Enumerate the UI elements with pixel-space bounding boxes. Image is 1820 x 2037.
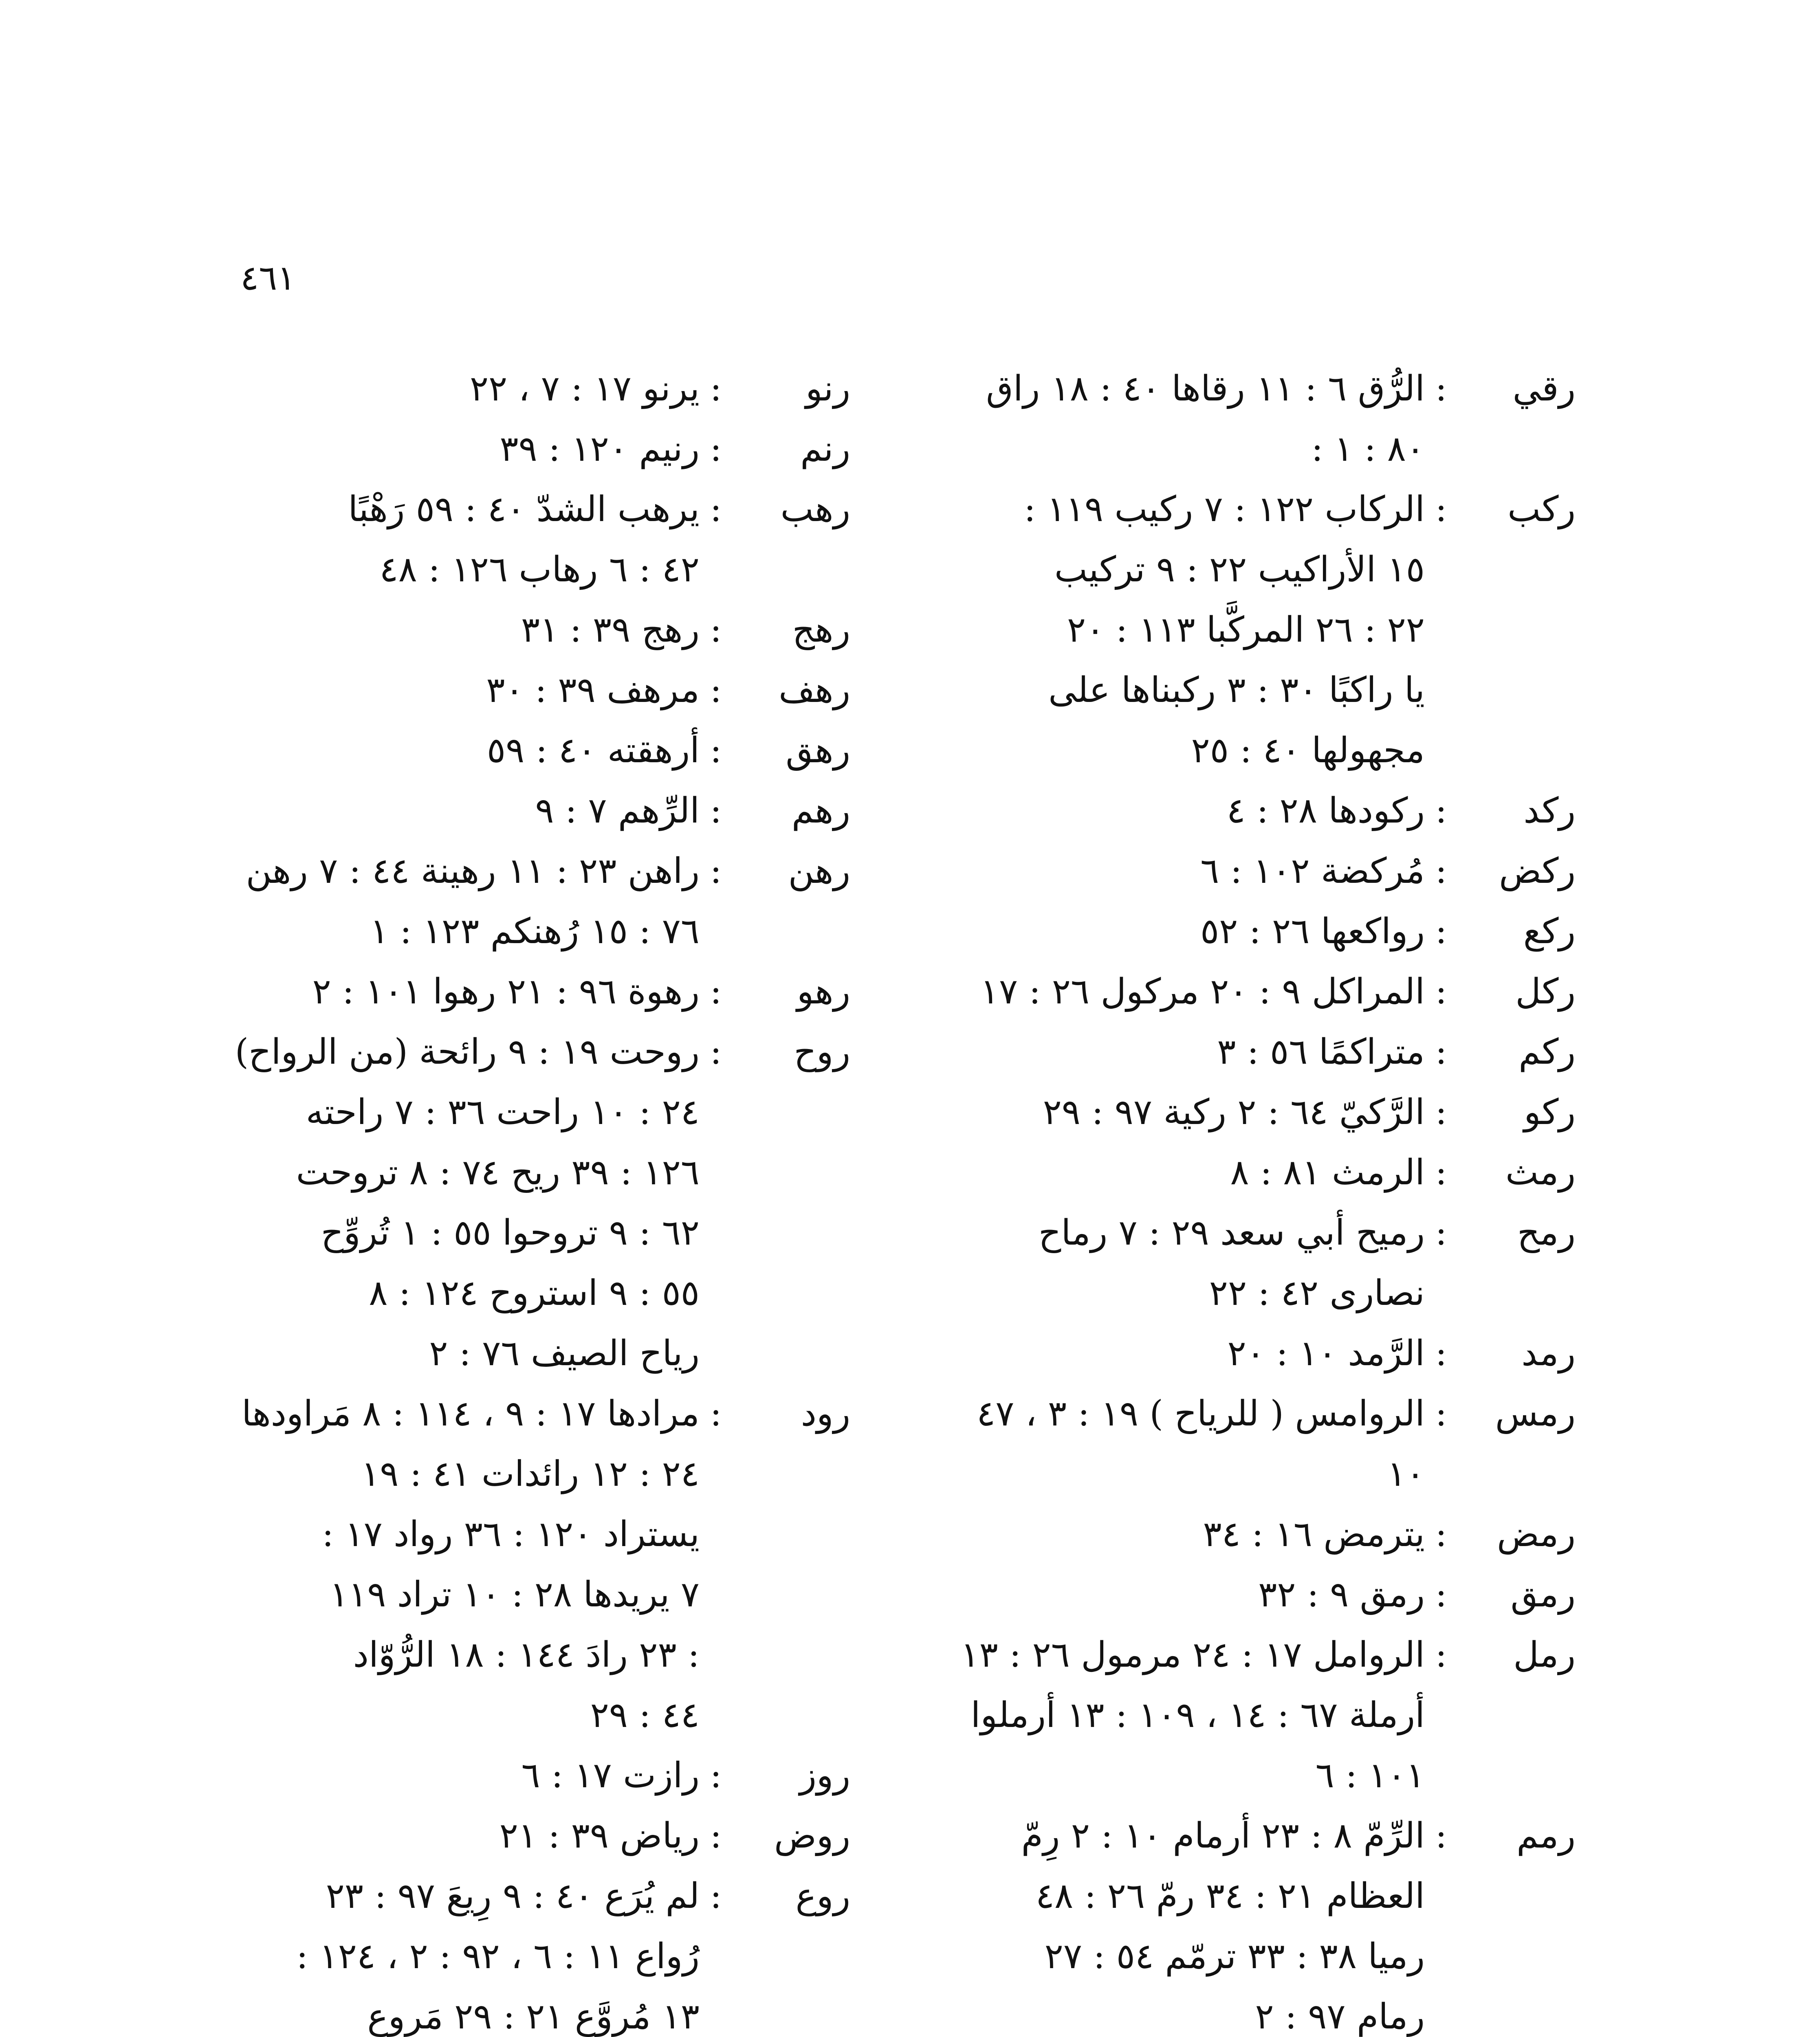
entry-references	[883, 1625, 1425, 1806]
entry-root: روع	[795, 1876, 850, 1916]
reference-line: رهوة ٩٦ : ٢١ رهوا ١٠١ : ٢	[312, 971, 700, 1012]
reference-line: رواكعها ٢٦ : ٥٢	[1200, 911, 1425, 952]
entry-separator: :	[1435, 1092, 1447, 1133]
entry-references	[158, 660, 700, 720]
index-column-left	[158, 359, 850, 2037]
reference-line: الرَّكيّ ٦٤ : ٢ ركية ٩٧ : ٢٩	[1043, 1092, 1425, 1133]
entry-separator: :	[710, 1876, 722, 1916]
reference-line: : ٢٣ رادَ ١٤٤ : ١٨ الرُّوّاد	[353, 1634, 700, 1675]
entry-separator: :	[1435, 1815, 1447, 1856]
reference-line: المراكل ٩ : ٢٠ مركول ٢٦ : ١٧	[980, 971, 1425, 1012]
reference-line: راهن ٢٣ : ١١ رهينة ٤٤ : ٧ رهن	[246, 851, 700, 891]
index-entry	[158, 1022, 850, 1384]
reference-line: يرنو ١٧ : ٧ ، ٢٢	[469, 368, 700, 409]
entry-root: رهو	[797, 971, 850, 1012]
entry-separator: :	[710, 670, 722, 711]
reference-line: الرُّق ٦ : ١١ رقاها ٤٠ : ١٨ راق	[986, 368, 1425, 409]
index-entry	[158, 660, 850, 720]
entry-separator: :	[1435, 489, 1447, 530]
index-entry	[158, 479, 850, 600]
entry-references	[158, 479, 700, 600]
entry-separator: :	[710, 1755, 722, 1796]
index-entry	[883, 1082, 1576, 1142]
entry-separator: :	[1435, 1333, 1447, 1374]
entry-root: رهج	[792, 609, 850, 650]
index-entry	[883, 1323, 1576, 1384]
entry-references	[883, 1504, 1425, 1564]
reference-line: ١٢٦ : ٣٩ ريح ٧٤ : ٨ تروحت	[296, 1152, 700, 1193]
entry-root: ركض	[1499, 851, 1576, 891]
index-entry	[883, 961, 1576, 1022]
reference-line: ٢٢ : ٢٦ المركَّبا ١١٣ : ٢٠	[1067, 609, 1425, 650]
reference-line: الروامس ( للرياح ) ١٩ : ٣ ، ٤٧	[977, 1393, 1425, 1434]
entry-references	[158, 1022, 700, 1384]
entry-root: رهم	[791, 790, 850, 831]
entry-separator: :	[1435, 1634, 1447, 1675]
entry-separator: :	[1435, 971, 1447, 1012]
index-column-right	[883, 359, 1576, 2037]
entry-separator: :	[1435, 1212, 1447, 1253]
index-entry	[158, 600, 850, 660]
index-entry	[883, 1504, 1576, 1564]
entry-separator: :	[710, 1815, 722, 1856]
reference-line: أرملة ٦٧ : ١٤ ، ١٠٩ : ١٣ أرملوا	[971, 1695, 1425, 1736]
index-entry	[158, 1866, 850, 2037]
entry-root: رمح	[1517, 1212, 1576, 1253]
entry-references	[158, 600, 700, 660]
reference-line: رازت ١٧ : ٦	[521, 1755, 700, 1796]
index-entry	[158, 1384, 850, 1745]
entry-references	[883, 1022, 1425, 1082]
entry-root: رنم	[800, 429, 850, 469]
index-entry	[883, 901, 1576, 961]
reference-line: رمق ٩ : ٣٢	[1258, 1574, 1425, 1615]
reference-line: ٤٤ : ٢٩	[590, 1695, 700, 1736]
entry-references	[158, 841, 700, 961]
reference-line: ٢٤ : ١٢ رائدات ٤١ : ١٩	[361, 1454, 700, 1494]
entry-root: رمق	[1510, 1574, 1576, 1615]
entry-separator: :	[1435, 1514, 1447, 1555]
entry-references	[158, 1745, 700, 1806]
entry-separator: :	[710, 368, 722, 409]
index-entry	[883, 479, 1576, 781]
entry-separator: :	[1435, 1574, 1447, 1615]
entry-root: رهن	[788, 851, 850, 891]
entry-root: روح	[794, 1032, 850, 1072]
reference-line: ٥٥ : ٩ استروح ١٢٤ : ٨	[369, 1273, 700, 1313]
entry-separator: :	[710, 609, 722, 650]
entry-references	[158, 720, 700, 781]
reference-line: ١٠	[1387, 1454, 1425, 1494]
reference-line: رمام ٩٧ : ٢	[1255, 1996, 1425, 2037]
index-entry	[158, 720, 850, 781]
index-entry	[158, 1806, 850, 1866]
reference-line: أرهقته ٤٠ : ٥٩	[486, 730, 700, 771]
index-entry	[158, 1745, 850, 1806]
entry-root: روض	[774, 1815, 850, 1856]
index-entry	[883, 1564, 1576, 1625]
reference-line: رُواع ١١ : ٦ ، ٩٢ : ٢ ، ١٢٤ :	[296, 1936, 700, 1977]
reference-line: العظام ٢١ : ٣٤ رمّ ٢٦ : ٤٨	[1035, 1876, 1425, 1916]
entry-root: رمض	[1497, 1514, 1576, 1555]
reference-line: الركاب ١٢٢ : ٧ ركيب ١١٩ :	[1024, 489, 1425, 530]
entry-separator: :	[1435, 851, 1447, 891]
reference-line: ٤٢ : ٦ رهاب ١٢٦ : ٤٨	[379, 549, 700, 590]
index-entry	[158, 359, 850, 419]
reference-line: رياض ٣٩ : ٢١	[499, 1815, 700, 1856]
entry-root: روز	[799, 1755, 850, 1796]
entry-references	[883, 479, 1425, 781]
entry-separator: :	[710, 730, 722, 771]
reference-line: ٦٢ : ٩ تروحوا ٥٥ : ١ تُروِّح	[321, 1212, 700, 1253]
reference-line: مرهف ٣٩ : ٣٠	[486, 670, 700, 711]
entry-root: ركد	[1523, 790, 1576, 831]
entry-root: رهف	[779, 670, 850, 711]
reference-line: رهج ٣٩ : ٣١	[521, 609, 700, 650]
reference-line: ٧٦ : ١٥ رُهنكم ١٢٣ : ١	[370, 911, 700, 952]
reference-line: ٧ يريدها ٢٨ : ١٠ تراد ١١٩	[329, 1574, 700, 1615]
reference-line: الروامل ١٧ : ٢٤ مرمول ٢٦ : ١٣	[960, 1634, 1425, 1675]
index-entry	[158, 961, 850, 1022]
entry-separator: :	[710, 851, 722, 891]
entry-separator: :	[710, 971, 722, 1012]
reference-line: ركودها ٢٨ : ٤	[1226, 790, 1425, 831]
entry-separator: :	[1435, 368, 1447, 409]
entry-separator: :	[1435, 790, 1447, 831]
entry-separator: :	[710, 429, 722, 469]
entry-root: رود	[801, 1393, 850, 1434]
reference-line: ١٠١ : ٦	[1315, 1755, 1425, 1796]
entry-root: رنو	[805, 368, 850, 409]
entry-root: ركو	[1524, 1092, 1576, 1133]
entry-references	[883, 1203, 1425, 1323]
entry-separator: :	[1435, 911, 1447, 952]
index-entry	[883, 1142, 1576, 1203]
reference-line: رميا ٣٨ : ٣٣ ترمّم ٥٤ : ٢٧	[1044, 1936, 1425, 1977]
entry-references	[883, 359, 1425, 479]
entry-references	[158, 419, 700, 479]
index-entry	[883, 841, 1576, 901]
entry-root: ركب	[1507, 489, 1576, 530]
reference-line: رميح أبي سعد ٢٩ : ٧ رماح	[1038, 1212, 1425, 1253]
entry-root: رمس	[1495, 1393, 1576, 1434]
index-entry	[158, 419, 850, 479]
entry-separator: :	[710, 1032, 722, 1072]
entry-root: رمل	[1513, 1634, 1576, 1675]
entry-root: رمم	[1516, 1815, 1576, 1856]
reference-line: يستراد ١٢٠ : ٣٦ رواد ١٧ :	[322, 1514, 700, 1555]
entry-separator: :	[1435, 1393, 1447, 1434]
reference-line: روحت ١٩ : ٩ رائحة (من الرواح)	[235, 1032, 700, 1072]
entry-references	[883, 901, 1425, 961]
index-entry	[883, 1384, 1576, 1504]
entry-root: رهق	[786, 730, 850, 771]
entry-separator: :	[710, 489, 722, 530]
reference-line: يا راكبًا ٣٠ : ٣ ركبناها على	[1048, 670, 1425, 711]
entry-root: رقي	[1512, 368, 1576, 409]
reference-line: الرِّمّ ٨ : ٢٣ أرمام ١٠ : ٢ رِمّ	[1021, 1815, 1425, 1856]
entry-separator: :	[1435, 1032, 1447, 1072]
reference-line: رنيم ١٢٠ : ٣٩	[500, 429, 700, 469]
entry-references	[883, 841, 1425, 901]
reference-line: متراكمًا ٥٦ : ٣	[1217, 1032, 1425, 1072]
index-entry	[883, 1022, 1576, 1082]
entry-references	[883, 1384, 1425, 1504]
entry-references	[883, 1806, 1425, 2037]
reference-line: نصارى ٤٢ : ٢٢	[1209, 1273, 1425, 1313]
entry-separator: :	[710, 790, 722, 831]
entry-references	[158, 961, 700, 1022]
index-entry	[883, 1203, 1576, 1323]
reference-line: لم يُرَع ٤٠ : ٩ رِيعَ ٩٧ : ٢٣	[326, 1876, 700, 1916]
entry-references	[158, 359, 700, 419]
reference-line: الرَّمد ١٠ : ٢٠	[1227, 1333, 1425, 1374]
entry-root: ركع	[1523, 911, 1576, 952]
index-entry	[883, 781, 1576, 841]
entry-references	[158, 1384, 700, 1745]
entry-references	[883, 1323, 1425, 1384]
entry-separator: :	[1435, 1152, 1447, 1193]
reference-line: رياح الصيف ٧٦ : ٢	[429, 1333, 700, 1374]
reference-line: ١٥ الأراكيب ٢٢ : ٩ تركيب	[1054, 549, 1425, 590]
reference-line: مُركضة ١٠٢ : ٦	[1200, 851, 1425, 891]
entry-root: رهب	[780, 489, 850, 530]
entry-references	[883, 961, 1425, 1022]
index-entry	[883, 1625, 1576, 1806]
entry-references	[883, 1564, 1425, 1625]
reference-line: يترمض ١٦ : ٣٤	[1203, 1514, 1425, 1555]
reference-line: الرِّهم ٧ : ٩	[535, 790, 700, 831]
reference-line: ١٣ مُروَّع ٢١ : ٢٩ مَروع	[367, 1996, 700, 2037]
entry-references	[158, 781, 700, 841]
entry-references	[883, 781, 1425, 841]
entry-root: ركم	[1519, 1032, 1576, 1072]
index-entry	[883, 1806, 1576, 2037]
page-number: ٤٦١	[240, 258, 296, 298]
entry-root: ركل	[1515, 971, 1576, 1012]
reference-line: مجهولها ٤٠ : ٢٥	[1191, 730, 1425, 771]
reference-line: ٨٠ : ١ :	[1311, 429, 1425, 469]
index-entry	[883, 359, 1576, 479]
index-entry	[158, 781, 850, 841]
entry-root: رمد	[1521, 1333, 1576, 1374]
entry-references	[883, 1142, 1425, 1203]
entry-separator: :	[710, 1393, 722, 1434]
entry-references	[158, 1866, 700, 2037]
reference-line: مرادها ١٧ : ٩ ، ١١٤ : ٨ مَراودها	[242, 1393, 700, 1434]
reference-line: يرهب الشدّ ٤٠ : ٥٩ رَهْبًا	[348, 489, 700, 530]
index-entry	[158, 841, 850, 961]
entry-references	[158, 1806, 700, 1866]
entry-references	[883, 1082, 1425, 1142]
entry-root: رمث	[1505, 1152, 1576, 1193]
reference-line: ٢٤ : ١٠ راحت ٣٦ : ٧ راحته	[306, 1092, 700, 1133]
reference-line: الرمث ٨١ : ٨	[1230, 1152, 1425, 1193]
